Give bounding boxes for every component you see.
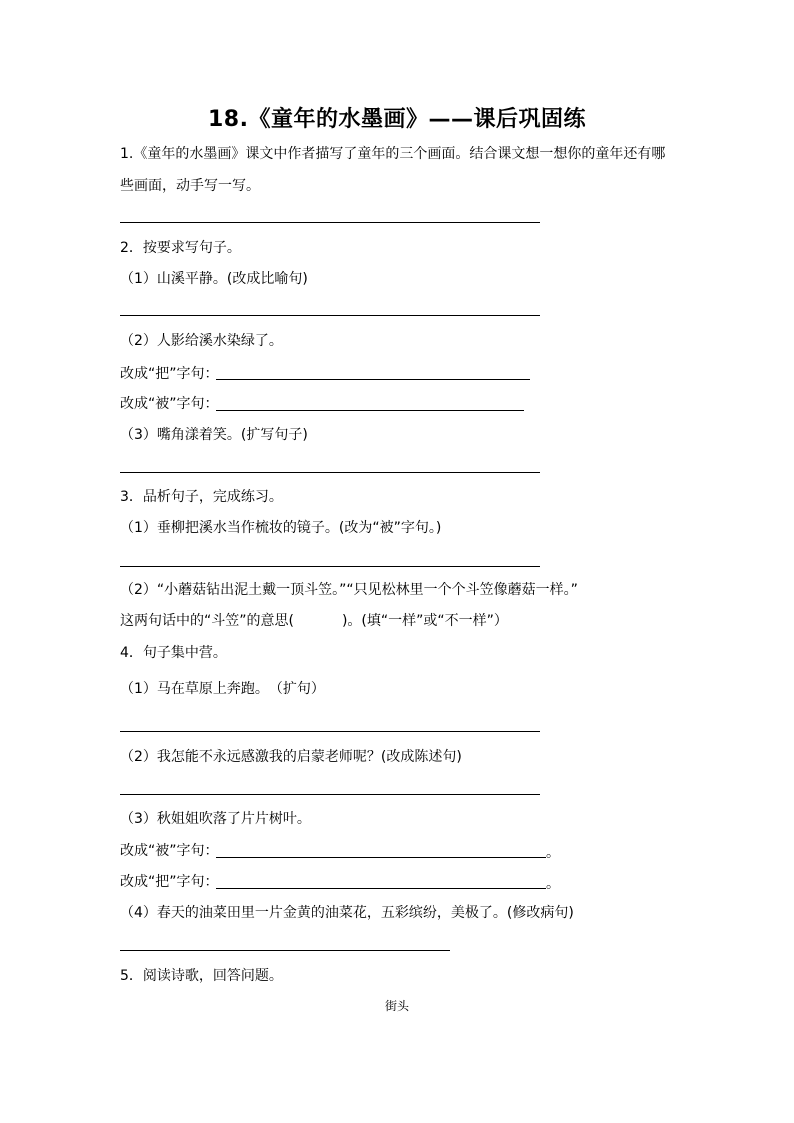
q2-2-ba-answer-line[interactable]	[216, 379, 530, 380]
q1-text-line2: 些画面，动手写一写。	[120, 178, 260, 194]
q2-2-bei-answer-line[interactable]	[216, 410, 524, 411]
q3-heading: 3．品析句子，完成练习。	[120, 489, 283, 505]
q3-2-question	[120, 611, 508, 631]
q1-answer-line[interactable]	[120, 222, 540, 223]
q4-1-answer-line[interactable]	[120, 731, 540, 732]
page-footer: 街头	[384, 999, 409, 1013]
q4-2-answer-line[interactable]	[120, 794, 540, 795]
q2-sentence-1: （1）山溪平静。(改成比喻句)	[120, 271, 308, 287]
q5-heading: 5．阅读诗歌，回答问题。	[120, 968, 283, 984]
q4-4-answer-line[interactable]	[120, 950, 450, 951]
q4-sentence-1: （1）马在草原上奔跑。 （扩句）	[120, 681, 325, 697]
q3-sentence-2: （2）“小蘑菇钻出泥土戴一顶斗笠。”“只见松林里一个个斗笠像蘑菇一样。”	[120, 582, 578, 598]
q4-sentence-4: （4）春天的油菜田里一片金黄的油菜花，五彩缤纷，美极了。(修改病句)	[120, 905, 574, 921]
q4-3-bei-period: 。	[546, 845, 560, 861]
q2-heading: 2．按要求写句子。	[120, 240, 241, 256]
q4-sentence-2: （2）我怎能不永远感激我的启蒙老师呢？(改成陈述句)	[120, 749, 462, 765]
q1-text-line1: 1.《童年的水墨画》课文中作者描写了童年的三个画面。结合课文想一想你的童年还有哪	[120, 146, 666, 162]
q4-3-ba-label: 改成“把”字句：	[120, 874, 219, 890]
q4-3-ba-period: 。	[546, 876, 560, 892]
q3-2-question-after: )。(填“一样”或“不一样”）	[341, 613, 508, 629]
q4-3-bei-answer-line[interactable]	[216, 857, 546, 858]
q2-2-bei-label: 改成“被”字句：	[120, 396, 219, 412]
q3-sentence-1: （1）垂柳把溪水当作梳妆的镜子。(改为“被”字句。)	[120, 520, 442, 536]
q4-heading: 4．句子集中营。	[120, 645, 227, 661]
q2-sentence-3: （3）嘴角漾着笑。(扩写句子)	[120, 427, 308, 443]
q4-sentence-3: （3）秋姐姐吹落了片片树叶。	[120, 811, 311, 827]
q4-3-bei-label: 改成“被”字句：	[120, 843, 219, 859]
q2-3-answer-line[interactable]	[120, 472, 540, 473]
q2-sentence-2: （2）人影给溪水染绿了。	[120, 333, 283, 349]
page-title: 18.《童年的水墨画》——课后巩固练	[208, 107, 586, 132]
q3-1-answer-line[interactable]	[120, 566, 540, 567]
q2-2-ba-label: 改成“把”字句：	[120, 366, 219, 382]
q3-2-question-before: 这两句话中的“斗笠”的意思(	[120, 613, 294, 629]
q2-1-answer-line[interactable]	[120, 315, 540, 316]
q4-3-ba-answer-line[interactable]	[216, 888, 546, 889]
